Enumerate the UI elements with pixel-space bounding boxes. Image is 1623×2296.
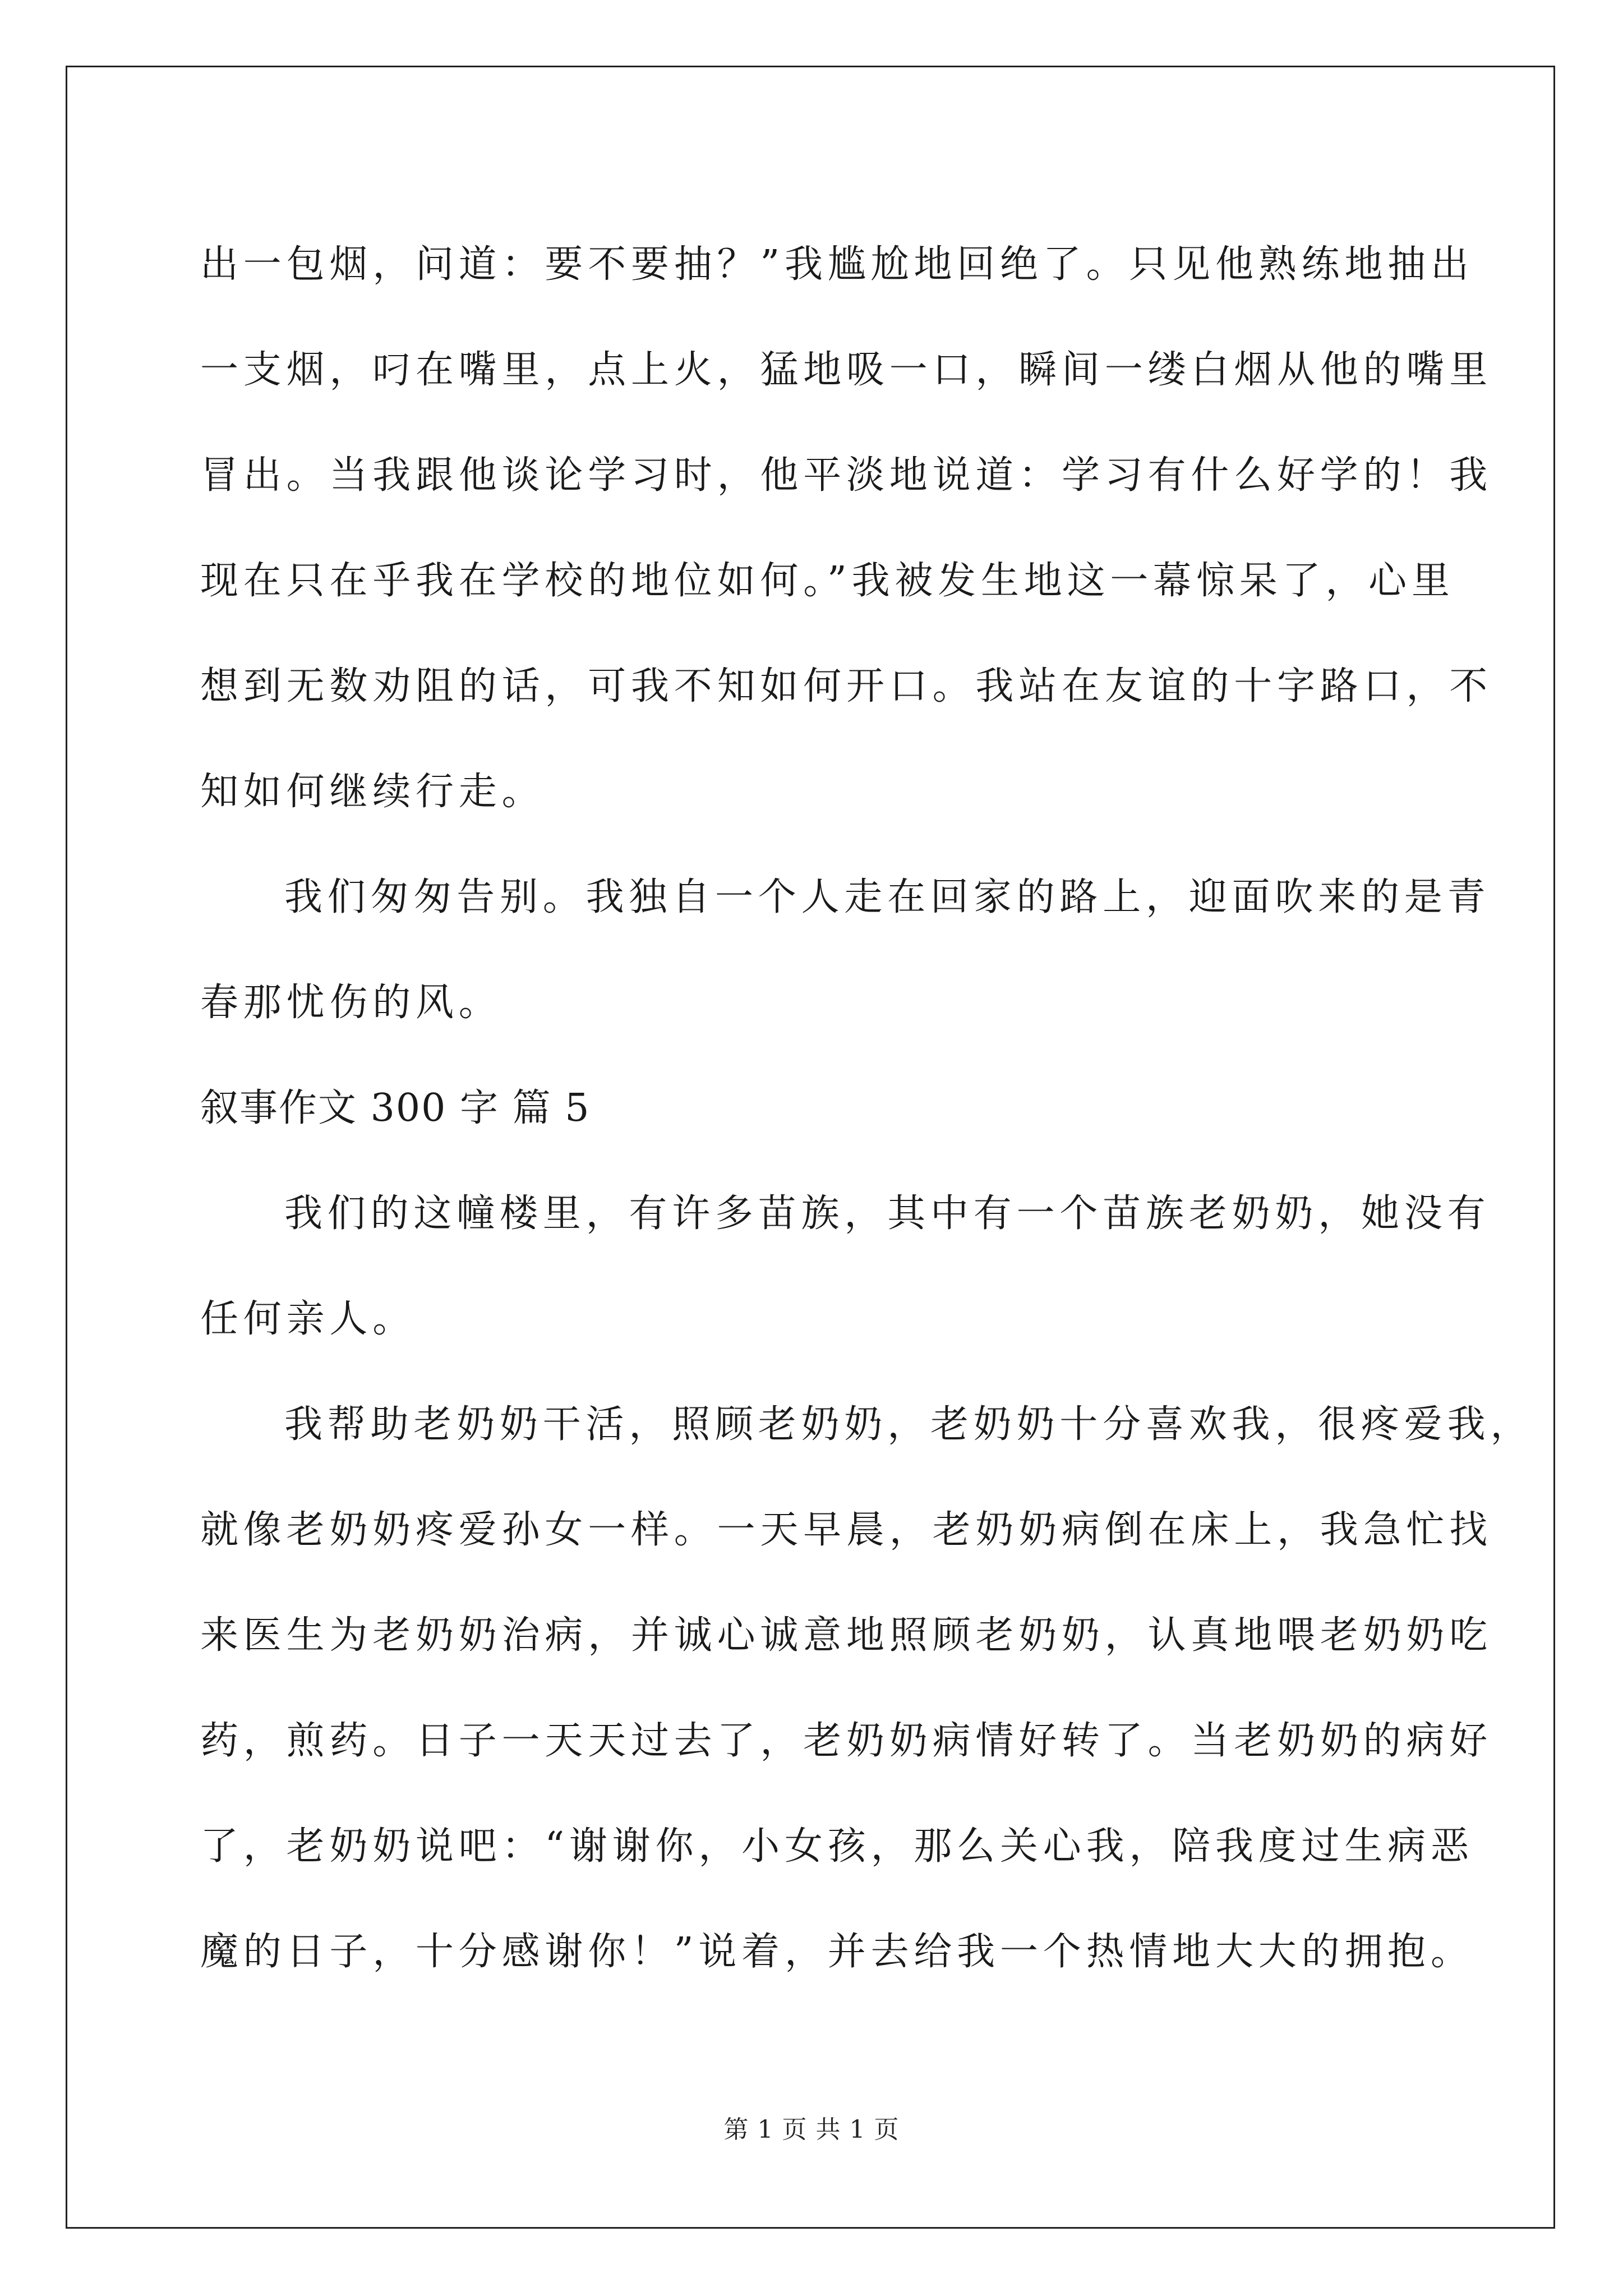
text-line: 冒出。当我跟他谈论学习时，他平淡地说道：学习有什么好学的！我 [200,453,1493,498]
text-line: 春那忧伤的风。 [200,981,502,1025]
page-footer [0,2109,1623,2145]
page-number-label: 第 1 页 共 1 页 [723,2115,900,2144]
text-line: 一支烟，叼在嘴里，点上火，猛地吸一口，瞬间一缕白烟从他的嘴里 [200,348,1493,392]
text-line: 任何亲人。 [200,1297,416,1341]
text-line: 来医生为老奶奶治病，并诚心诚意地照顾老奶奶，认真地喂老奶奶吃 [200,1613,1493,1658]
text-line: 我们的这幢楼里，有许多苗族，其中有一个苗族老奶奶，她没有 [284,1191,1491,1236]
text-line: 我帮助老奶奶干活，照顾老奶奶，老奶奶十分喜欢我，很疼爱我， [284,1402,1534,1447]
text-line: 了，老奶奶说吧：“谢谢你，小女孩，那么关心我，陪我度过生病恶 [200,1824,1474,1869]
text-line: 知如何继续行走。 [200,770,545,814]
text-line: 就像老奶奶疼爱孙女一样。一天早晨，老奶奶病倒在床上，我急忙找 [200,1508,1493,1552]
text-line: 出一包烟，问道：要不要抽？”我尴尬地回绝了。只见他熟练地抽出 [200,242,1474,287]
text-line: 药，煎药。日子一天天过去了，老奶奶病情好转了。当老奶奶的病好 [200,1719,1493,1763]
text-line: 魔的日子，十分感谢你！”说着，并去给我一个热情地大大的拥抱。 [200,1930,1474,1974]
section-heading: 叙事作文 300 字 篇 5 [200,1086,591,1130]
text-line: 现在只在乎我在学校的地位如何。”我被发生地这一幕惊呆了，心里 [200,559,1455,603]
document-body [200,212,1534,2005]
text-line: 我们匆匆告别。我独自一个人走在回家的路上，迎面吹来的是青 [284,875,1491,919]
text-line: 想到无数劝阻的话，可我不知如何开口。我站在友谊的十字路口，不 [200,664,1493,708]
